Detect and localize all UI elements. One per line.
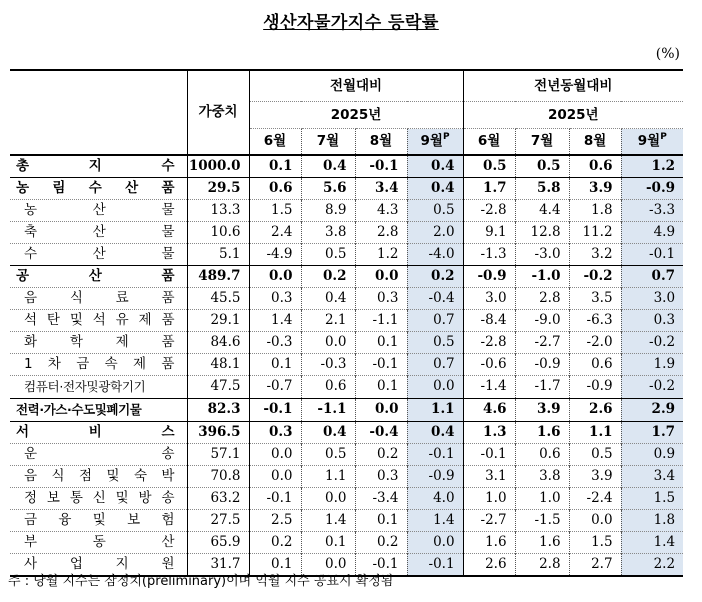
mom-value-cell: 0.0 <box>407 531 463 553</box>
mom-value-cell: -1.1 <box>301 398 355 421</box>
mom-value-cell: 0.0 <box>249 265 301 287</box>
row-label: 운 송 <box>10 443 187 465</box>
mom-value-cell: 1.1 <box>407 398 463 421</box>
yoy-value-cell: 3.2 <box>569 243 621 265</box>
mom-value-cell: 0.2 <box>355 443 407 465</box>
weight-header: 가중치 <box>187 70 249 155</box>
mom-value-cell: -0.1 <box>407 443 463 465</box>
mom-value-cell: 0.6 <box>249 177 301 199</box>
table-row <box>10 155 683 178</box>
yoy-month-header: 9월$^P$ <box>621 129 683 155</box>
mom-value-cell: -0.4 <box>407 287 463 309</box>
mom-value-cell: 8.9 <box>301 199 355 221</box>
mom-value-cell: 0.7 <box>407 353 463 375</box>
table-row <box>10 287 683 309</box>
mom-year-header: 2025년 <box>249 102 463 129</box>
yoy-value-cell: -2.0 <box>569 331 621 353</box>
table-title: 생산자물가지수 등락률 <box>263 13 439 33</box>
yoy-value-cell: -9.0 <box>515 309 569 331</box>
weight-cell: 10.6 <box>187 221 249 243</box>
mom-value-cell: 0.5 <box>301 443 355 465</box>
mom-value-cell: 0.7 <box>407 309 463 331</box>
yoy-value-cell: 4.4 <box>515 199 569 221</box>
mom-value-cell: 1.4 <box>407 509 463 531</box>
yoy-value-cell: 1.0 <box>463 487 515 509</box>
mom-value-cell: -0.1 <box>355 353 407 375</box>
yoy-value-cell: 5.8 <box>515 177 569 199</box>
weight-cell: 27.5 <box>187 509 249 531</box>
weight-cell: 1000.0 <box>187 155 249 178</box>
row-label: 농 림 수 산 품 <box>10 177 187 199</box>
yoy-value-cell: 12.8 <box>515 221 569 243</box>
yoy-value-cell: 1.4 <box>621 531 683 553</box>
table-row <box>10 309 683 331</box>
yoy-value-cell: 3.0 <box>463 287 515 309</box>
yoy-value-cell: -1.7 <box>515 375 569 398</box>
ppi-table <box>10 69 683 577</box>
row-label: 음 식 점 및 숙 박 <box>10 465 187 487</box>
yoy-value-cell: 0.6 <box>569 155 621 178</box>
weight-cell: 63.2 <box>187 487 249 509</box>
yoy-value-cell: 3.0 <box>621 287 683 309</box>
row-label: 공 산 품 <box>10 265 187 287</box>
mom-value-cell: 0.5 <box>407 331 463 353</box>
weight-cell: 31.7 <box>187 553 249 576</box>
yoy-value-cell: 4.6 <box>463 398 515 421</box>
mom-value-cell: 0.0 <box>355 265 407 287</box>
weight-cell: 29.5 <box>187 177 249 199</box>
weight-cell: 13.3 <box>187 199 249 221</box>
mom-value-cell: 0.3 <box>249 287 301 309</box>
mom-value-cell: 0.5 <box>301 243 355 265</box>
yoy-value-cell: 1.8 <box>621 509 683 531</box>
row-label: 총 지 수 <box>10 155 187 178</box>
yoy-value-cell: 1.6 <box>515 531 569 553</box>
yoy-value-cell: 1.8 <box>569 199 621 221</box>
weight-cell: 5.1 <box>187 243 249 265</box>
yoy-value-cell: 1.6 <box>463 531 515 553</box>
yoy-value-cell: 2.9 <box>621 398 683 421</box>
yoy-value-cell: 0.0 <box>569 509 621 531</box>
mom-value-cell: 4.0 <box>407 487 463 509</box>
yoy-value-cell: 1.9 <box>621 353 683 375</box>
yoy-value-cell: -0.2 <box>621 375 683 398</box>
table-row <box>10 531 683 553</box>
yoy-value-cell: -1.5 <box>515 509 569 531</box>
weight-cell: 65.9 <box>187 531 249 553</box>
yoy-value-cell: -1.3 <box>463 243 515 265</box>
yoy-value-cell: 1.5 <box>621 487 683 509</box>
yoy-value-cell: 0.9 <box>621 443 683 465</box>
table-row <box>10 331 683 353</box>
mom-value-cell: 1.1 <box>301 465 355 487</box>
mom-value-cell: 3.8 <box>301 221 355 243</box>
weight-cell: 82.3 <box>187 398 249 421</box>
yoy-value-cell: 2.7 <box>569 553 621 576</box>
yoy-value-cell: 1.6 <box>515 421 569 443</box>
yoy-value-cell: 1.7 <box>463 177 515 199</box>
mom-value-cell: 2.4 <box>249 221 301 243</box>
mom-value-cell: 0.1 <box>249 553 301 576</box>
weight-cell: 70.8 <box>187 465 249 487</box>
mom-value-cell: -0.1 <box>355 553 407 576</box>
yoy-value-cell: -0.1 <box>463 443 515 465</box>
row-label: 화 학 제 품 <box>10 331 187 353</box>
weight-cell: 396.5 <box>187 421 249 443</box>
yoy-month-header: 6월 <box>463 129 515 155</box>
yoy-value-cell: 2.8 <box>515 553 569 576</box>
yoy-group-header: 전년동월대비 <box>463 70 683 102</box>
yoy-value-cell: 3.9 <box>569 177 621 199</box>
mom-value-cell: 0.1 <box>355 331 407 353</box>
mom-value-cell: 3.4 <box>355 177 407 199</box>
yoy-value-cell: 3.8 <box>515 465 569 487</box>
table-row <box>10 265 683 287</box>
yoy-value-cell: 0.5 <box>569 443 621 465</box>
mom-value-cell: 0.4 <box>301 421 355 443</box>
yoy-value-cell: 2.6 <box>569 398 621 421</box>
mom-value-cell: 5.6 <box>301 177 355 199</box>
mom-value-cell: 0.0 <box>355 398 407 421</box>
yoy-value-cell: -0.9 <box>569 375 621 398</box>
weight-cell: 45.5 <box>187 287 249 309</box>
mom-value-cell: 0.0 <box>301 553 355 576</box>
yoy-value-cell: 9.1 <box>463 221 515 243</box>
yoy-value-cell: 11.2 <box>569 221 621 243</box>
table-row <box>10 177 683 199</box>
mom-value-cell: 0.4 <box>301 155 355 178</box>
mom-value-cell: -0.1 <box>249 398 301 421</box>
yoy-value-cell: 0.5 <box>463 155 515 178</box>
table-row <box>10 487 683 509</box>
yoy-value-cell: 0.7 <box>621 265 683 287</box>
table-row <box>10 353 683 375</box>
row-label: 서 비 스 <box>10 421 187 443</box>
yoy-value-cell: -2.4 <box>569 487 621 509</box>
row-label: 음 식 료 품 <box>10 287 187 309</box>
mom-value-cell: 0.4 <box>407 421 463 443</box>
mom-value-cell: 1.4 <box>301 509 355 531</box>
yoy-value-cell: -1.4 <box>463 375 515 398</box>
mom-month-header: 7월 <box>301 129 355 155</box>
yoy-value-cell: 1.5 <box>569 531 621 553</box>
yoy-value-cell: 2.2 <box>621 553 683 576</box>
mom-group-header: 전월대비 <box>249 70 463 102</box>
footnote: 주 : 당월 지수는 잠정치(preliminary)이며 익월 지수 공표시 확정됨 <box>8 574 394 589</box>
row-label: 1 차 금 속 제 품 <box>10 353 187 375</box>
yoy-value-cell: 3.9 <box>569 465 621 487</box>
table-row <box>10 443 683 465</box>
mom-value-cell: 0.3 <box>355 465 407 487</box>
yoy-year-header: 2025년 <box>463 102 683 129</box>
yoy-value-cell: 1.7 <box>621 421 683 443</box>
yoy-value-cell: 1.0 <box>515 487 569 509</box>
mom-value-cell: 0.1 <box>249 155 301 178</box>
yoy-value-cell: -2.8 <box>463 199 515 221</box>
table-row <box>10 243 683 265</box>
weight-cell: 47.5 <box>187 375 249 398</box>
mom-value-cell: 2.0 <box>407 221 463 243</box>
row-label: 석 탄 및 석 유 제 품 <box>10 309 187 331</box>
table-row <box>10 465 683 487</box>
mom-value-cell: 1.4 <box>249 309 301 331</box>
mom-value-cell: -0.3 <box>249 331 301 353</box>
yoy-value-cell: 1.1 <box>569 421 621 443</box>
yoy-value-cell: -0.9 <box>463 265 515 287</box>
yoy-value-cell: -2.7 <box>463 509 515 531</box>
weight-cell: 489.7 <box>187 265 249 287</box>
yoy-value-cell: 1.2 <box>621 155 683 178</box>
category-header <box>10 70 187 155</box>
row-label: 농 산 물 <box>10 199 187 221</box>
mom-value-cell: 0.2 <box>249 531 301 553</box>
row-label: 정 보 통 신 및 방 송 <box>10 487 187 509</box>
mom-value-cell: 0.4 <box>301 287 355 309</box>
mom-value-cell: 2.8 <box>355 221 407 243</box>
yoy-value-cell: -3.3 <box>621 199 683 221</box>
mom-value-cell: 0.0 <box>249 465 301 487</box>
weight-cell: 48.1 <box>187 353 249 375</box>
mom-value-cell: 0.2 <box>301 265 355 287</box>
mom-value-cell: 0.0 <box>301 487 355 509</box>
yoy-value-cell: -6.3 <box>569 309 621 331</box>
mom-value-cell: 0.1 <box>355 509 407 531</box>
unit-label: (%) <box>655 46 680 62</box>
yoy-value-cell: 2.6 <box>463 553 515 576</box>
table-row <box>10 421 683 443</box>
mom-value-cell: 0.4 <box>407 155 463 178</box>
mom-month-header: 8월 <box>355 129 407 155</box>
yoy-value-cell: 1.3 <box>463 421 515 443</box>
mom-value-cell: -0.7 <box>249 375 301 398</box>
mom-value-cell: -0.4 <box>355 421 407 443</box>
yoy-value-cell: 3.4 <box>621 465 683 487</box>
mom-value-cell: 0.2 <box>407 265 463 287</box>
mom-value-cell: -4.0 <box>407 243 463 265</box>
yoy-value-cell: 0.6 <box>569 353 621 375</box>
yoy-value-cell: -0.9 <box>515 353 569 375</box>
mom-value-cell: 0.0 <box>249 443 301 465</box>
yoy-value-cell: 3.9 <box>515 398 569 421</box>
yoy-value-cell: 2.8 <box>515 287 569 309</box>
mom-value-cell: 0.4 <box>407 177 463 199</box>
yoy-value-cell: -2.7 <box>515 331 569 353</box>
row-label: 전력·가스·수도및폐기물 <box>10 398 187 421</box>
mom-value-cell: -0.3 <box>301 353 355 375</box>
weight-cell: 84.6 <box>187 331 249 353</box>
yoy-value-cell: -0.9 <box>621 177 683 199</box>
mom-value-cell: 0.1 <box>355 375 407 398</box>
mom-value-cell: -3.4 <box>355 487 407 509</box>
yoy-value-cell: -1.0 <box>515 265 569 287</box>
yoy-value-cell: 0.6 <box>515 443 569 465</box>
yoy-value-cell: -0.1 <box>621 243 683 265</box>
yoy-value-cell: -8.4 <box>463 309 515 331</box>
row-label: 수 산 물 <box>10 243 187 265</box>
mom-value-cell: 0.1 <box>249 353 301 375</box>
mom-value-cell: 1.2 <box>355 243 407 265</box>
row-label: 컴퓨터·전자및광학기기 <box>10 375 187 398</box>
table-row <box>10 398 683 421</box>
mom-value-cell: 4.3 <box>355 199 407 221</box>
mom-value-cell: 0.0 <box>407 375 463 398</box>
table-row <box>10 221 683 243</box>
weight-cell: 57.1 <box>187 443 249 465</box>
mom-value-cell: -0.1 <box>407 553 463 576</box>
mom-value-cell: 0.0 <box>301 331 355 353</box>
yoy-value-cell: -0.2 <box>569 265 621 287</box>
mom-month-header: 9월$^P$ <box>407 129 463 155</box>
yoy-value-cell: 3.5 <box>569 287 621 309</box>
mom-value-cell: 0.5 <box>407 199 463 221</box>
yoy-value-cell: 0.5 <box>515 155 569 178</box>
row-label: 사 업 지 원 <box>10 553 187 576</box>
yoy-value-cell: -0.2 <box>621 331 683 353</box>
table-row <box>10 375 683 398</box>
yoy-value-cell: 4.9 <box>621 221 683 243</box>
yoy-month-header: 8월 <box>569 129 621 155</box>
mom-value-cell: 0.6 <box>301 375 355 398</box>
row-label: 금 융 및 보 험 <box>10 509 187 531</box>
weight-cell: 29.1 <box>187 309 249 331</box>
mom-value-cell: 0.3 <box>355 287 407 309</box>
mom-value-cell: -0.9 <box>407 465 463 487</box>
mom-value-cell: 2.1 <box>301 309 355 331</box>
yoy-value-cell: -2.8 <box>463 331 515 353</box>
mom-value-cell: 0.3 <box>249 421 301 443</box>
mom-value-cell: 1.5 <box>249 199 301 221</box>
mom-value-cell: -4.9 <box>249 243 301 265</box>
table-row <box>10 199 683 221</box>
row-label: 부 동 산 <box>10 531 187 553</box>
yoy-month-header: 7월 <box>515 129 569 155</box>
yoy-value-cell: 0.3 <box>621 309 683 331</box>
mom-value-cell: -0.1 <box>355 155 407 178</box>
mom-value-cell: -0.1 <box>249 487 301 509</box>
row-label: 축 산 물 <box>10 221 187 243</box>
mom-value-cell: -1.1 <box>355 309 407 331</box>
yoy-value-cell: -0.6 <box>463 353 515 375</box>
table-row <box>10 509 683 531</box>
yoy-value-cell: 3.1 <box>463 465 515 487</box>
mom-value-cell: 0.2 <box>355 531 407 553</box>
mom-value-cell: 2.5 <box>249 509 301 531</box>
mom-month-header: 6월 <box>249 129 301 155</box>
mom-value-cell: 0.1 <box>301 531 355 553</box>
yoy-value-cell: -3.0 <box>515 243 569 265</box>
